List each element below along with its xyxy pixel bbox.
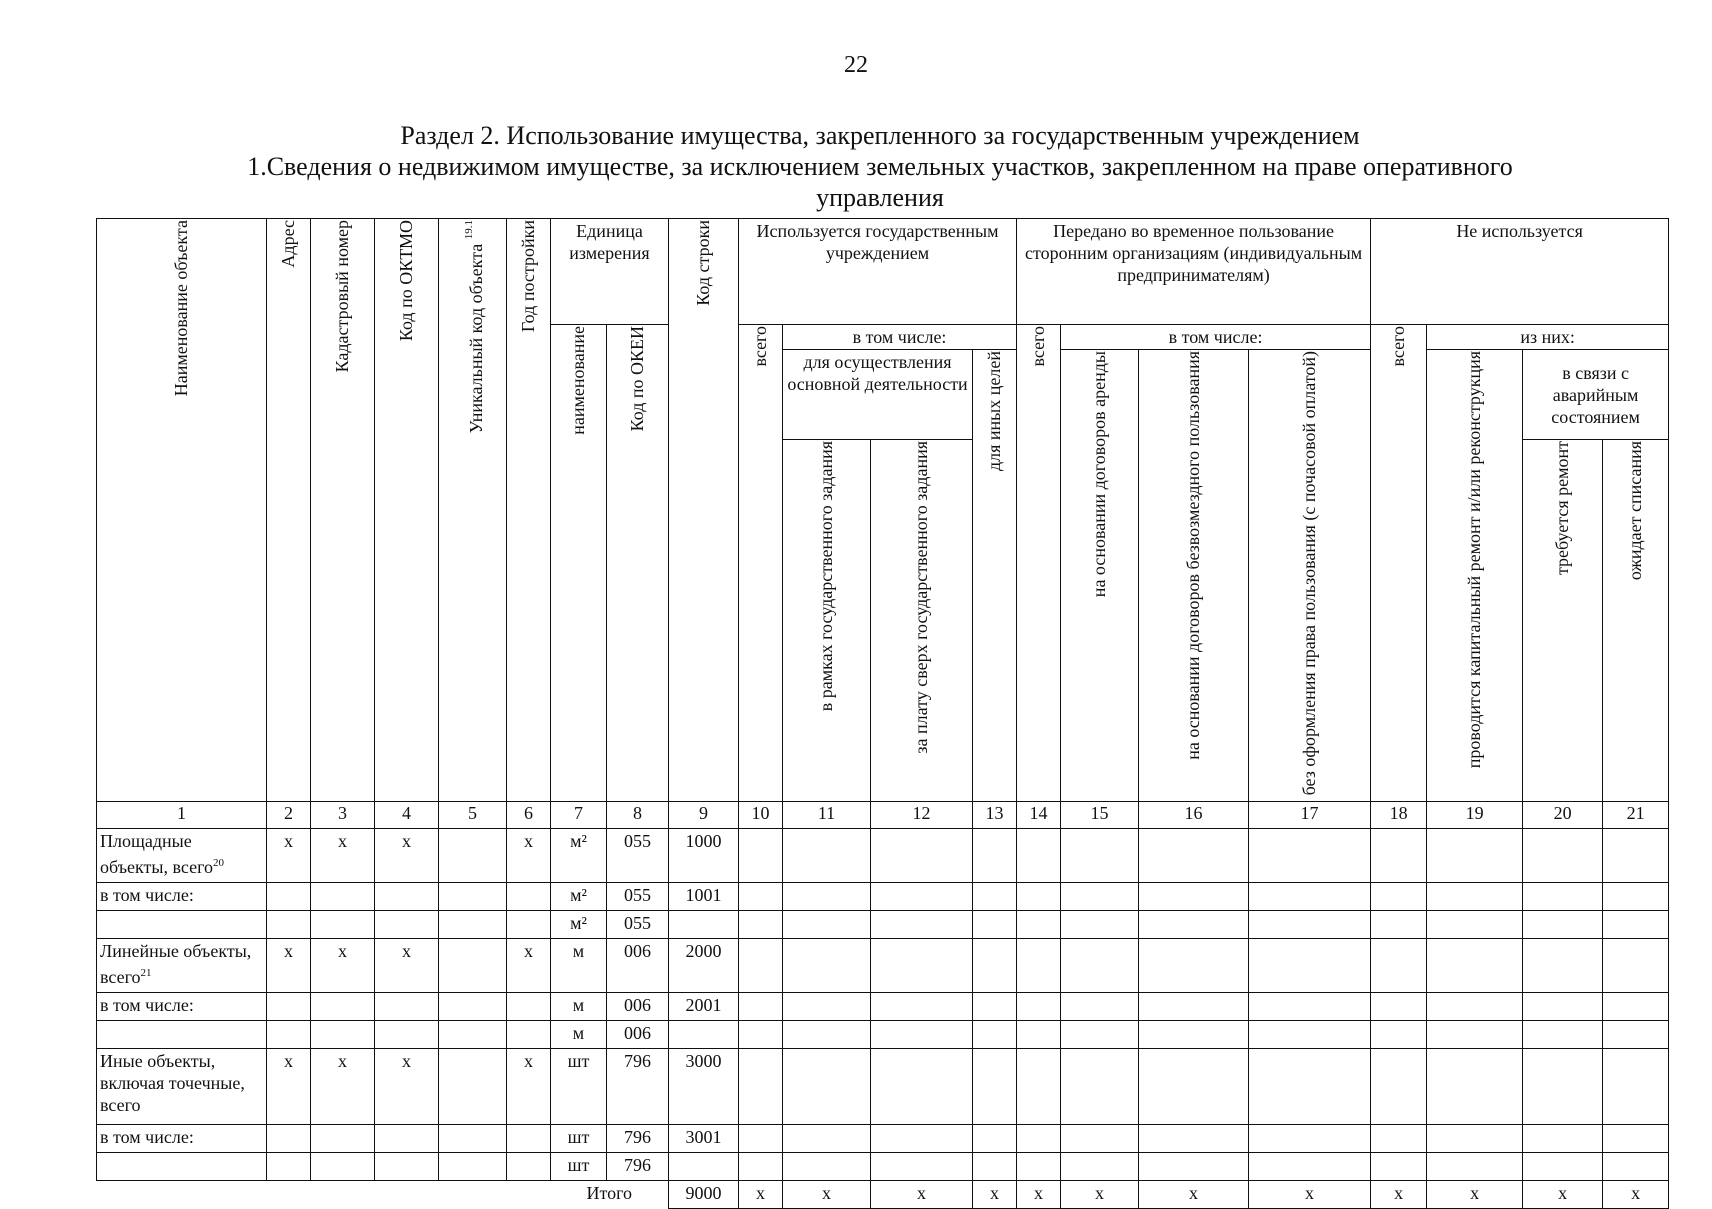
header-lease-free: на основании договоров безвозмездного пользования xyxy=(1139,350,1249,802)
header-lease-noformal: без оформления права пользования (с почасовой оплатой) xyxy=(1249,350,1371,802)
header-lease-group: Передано во временное пользование сторонним организациям (индивидуальным предпринимателям) xyxy=(1017,219,1371,325)
row-code: 3000 xyxy=(669,1049,739,1125)
header-oktmo: Код по ОКТМО xyxy=(375,219,439,802)
row-code: 1001 xyxy=(669,883,739,911)
row-oktmo: х xyxy=(375,939,439,993)
col-num: 5 xyxy=(439,802,507,829)
row-unit: м² xyxy=(551,883,607,911)
row-address: х xyxy=(267,939,311,993)
header-cadastral: Кадастровый номер xyxy=(311,219,375,802)
header-unit-group: Единица измерения xyxy=(551,219,669,325)
col-num: 9 xyxy=(669,802,739,829)
header-row-1 xyxy=(97,219,1669,325)
col-num: 10 xyxy=(739,802,783,829)
row-okei: 006 xyxy=(607,1021,669,1049)
total-label: Итого xyxy=(586,1183,633,1204)
header-used-task: в рамках государственного задания xyxy=(783,440,871,802)
row-name: Линейные объекты, всего$^{21}$ xyxy=(97,939,267,993)
row-unique-code xyxy=(439,1049,507,1125)
col-num: 8 xyxy=(607,802,669,829)
row-address: х xyxy=(267,829,311,883)
row-cadastral: х xyxy=(311,829,375,883)
table-row xyxy=(97,1153,1669,1181)
total-cell: х xyxy=(1371,1181,1427,1209)
page-number: 22 xyxy=(844,52,868,78)
header-used-fee: за плату сверх государственного задания xyxy=(871,440,973,802)
row-okei: 006 xyxy=(607,993,669,1021)
section-title xyxy=(90,120,1670,213)
row-name: Иные объекты, включая точечные, всего xyxy=(97,1049,267,1125)
col-num: 3 xyxy=(311,802,375,829)
total-cell: х xyxy=(1249,1181,1371,1209)
row-unique-code xyxy=(439,939,507,993)
row-okei: 796 xyxy=(607,1125,669,1153)
header-unit-name: наименование xyxy=(551,325,607,802)
col-num: 11 xyxy=(783,802,871,829)
total-cell: х xyxy=(871,1181,973,1209)
header-row-code: Код строки xyxy=(669,219,739,802)
header-year: Год постройки xyxy=(507,219,551,802)
title-line-1: Раздел 2. Использование имущества, закрепленного за государственным учреждением xyxy=(400,121,1360,150)
row-code xyxy=(669,911,739,939)
header-unused-repair: проводится капитальный ремонт и/или реконструкция xyxy=(1427,350,1523,802)
title-line-3: управления xyxy=(816,183,944,212)
header-name: Наименование объекта xyxy=(97,219,267,802)
col-num: 6 xyxy=(507,802,551,829)
row-unit: шт xyxy=(551,1153,607,1181)
col-num: 19 xyxy=(1427,802,1523,829)
row-name xyxy=(97,1153,267,1181)
col-num: 15 xyxy=(1061,802,1139,829)
total-cell: х xyxy=(739,1181,783,1209)
row-address: х xyxy=(267,1049,311,1125)
col-num: 13 xyxy=(973,802,1017,829)
row-name: Площадные объекты, всего$^{20}$ xyxy=(97,829,267,883)
total-cell: х xyxy=(1427,1181,1523,1209)
table-row xyxy=(97,883,1669,911)
total-cell: х xyxy=(1523,1181,1603,1209)
property-table xyxy=(96,218,1669,1209)
row-unit: м xyxy=(551,1021,607,1049)
col-num: 20 xyxy=(1523,802,1603,829)
total-row xyxy=(97,1181,1669,1209)
total-cell: х xyxy=(1061,1181,1139,1209)
row-unit: шт xyxy=(551,1049,607,1125)
row-okei: 796 xyxy=(607,1049,669,1125)
total-cell: х xyxy=(783,1181,871,1209)
header-unique-code: Уникальный код объекта $^{19.1}$ xyxy=(439,219,507,802)
col-num: 21 xyxy=(1603,802,1669,829)
row-year: х xyxy=(507,829,551,883)
row-code: 1000 xyxy=(669,829,739,883)
header-unused-emergency: в связи с аварийным состоянием xyxy=(1523,350,1669,440)
header-unused-group: Не используется xyxy=(1371,219,1669,325)
row-unique-code xyxy=(439,829,507,883)
row-oktmo: х xyxy=(375,829,439,883)
header-unused-of: из них: xyxy=(1427,325,1669,350)
header-used-other: для иных целей xyxy=(973,350,1017,802)
row-oktmo: х xyxy=(375,1049,439,1125)
table-row xyxy=(97,829,1669,883)
col-num: 17 xyxy=(1249,802,1371,829)
row-year: х xyxy=(507,1049,551,1125)
header-lease-incl: в том числе: xyxy=(1061,325,1371,350)
row-code: 3001 xyxy=(669,1125,739,1153)
header-lease-total: всего xyxy=(1017,325,1061,802)
header-used-main: для осуществления основной деятельности xyxy=(783,350,973,440)
header-lease-rent: на основании договоров аренды xyxy=(1061,350,1139,802)
total-cell: х xyxy=(1139,1181,1249,1209)
header-unused-needs-repair: требуется ремонт xyxy=(1523,440,1603,802)
row-code: 2001 xyxy=(669,993,739,1021)
row-okei: 006 xyxy=(607,939,669,993)
total-cell: х xyxy=(1603,1181,1669,1209)
header-unused-total: всего xyxy=(1371,325,1427,802)
col-num: 18 xyxy=(1371,802,1427,829)
header-used-incl: в том числе: xyxy=(783,325,1017,350)
header-okei: Код по ОКЕИ xyxy=(607,325,669,802)
table-row xyxy=(97,911,1669,939)
col-num: 1 xyxy=(97,802,267,829)
row-code: 2000 xyxy=(669,939,739,993)
col-num: 2 xyxy=(267,802,311,829)
row-name: в том числе: xyxy=(97,883,267,911)
column-numbers-row xyxy=(97,802,1669,829)
table-row xyxy=(97,1049,1669,1125)
title-line-2: 1.Сведения о недвижимом имуществе, за исключением земельных участков, закрепленном на праве оперативного xyxy=(247,152,1513,181)
total-cell: х xyxy=(973,1181,1017,1209)
row-okei: 055 xyxy=(607,883,669,911)
header-used-group: Используется государственным учреждением xyxy=(739,219,1017,325)
row-unit: м xyxy=(551,993,607,1021)
header-unused-writeoff: ожидает списания xyxy=(1603,440,1669,802)
row-unit: шт xyxy=(551,1125,607,1153)
col-num: 12 xyxy=(871,802,973,829)
header-address: Адрес xyxy=(267,219,311,802)
row-name: в том числе: xyxy=(97,993,267,1021)
table-row xyxy=(97,993,1669,1021)
header-used-total: всего xyxy=(739,325,783,802)
total-code: 9000 xyxy=(669,1181,739,1209)
row-cadastral: х xyxy=(311,939,375,993)
col-num: 4 xyxy=(375,802,439,829)
row-unit: м xyxy=(551,939,607,993)
row-cadastral: х xyxy=(311,1049,375,1125)
row-okei: 055 xyxy=(607,911,669,939)
total-cell: х xyxy=(1017,1181,1061,1209)
row-unit: м² xyxy=(551,911,607,939)
table-row xyxy=(97,1125,1669,1153)
col-num: 16 xyxy=(1139,802,1249,829)
col-num: 14 xyxy=(1017,802,1061,829)
row-unit: м² xyxy=(551,829,607,883)
row-name xyxy=(97,1021,267,1049)
row-code xyxy=(669,1021,739,1049)
row-name xyxy=(97,911,267,939)
row-okei: 055 xyxy=(607,829,669,883)
table-row xyxy=(97,939,1669,993)
table-row xyxy=(97,1021,1669,1049)
row-year: х xyxy=(507,939,551,993)
row-name: в том числе: xyxy=(97,1125,267,1153)
col-num: 7 xyxy=(551,802,607,829)
row-okei: 796 xyxy=(607,1153,669,1181)
row-code xyxy=(669,1153,739,1181)
